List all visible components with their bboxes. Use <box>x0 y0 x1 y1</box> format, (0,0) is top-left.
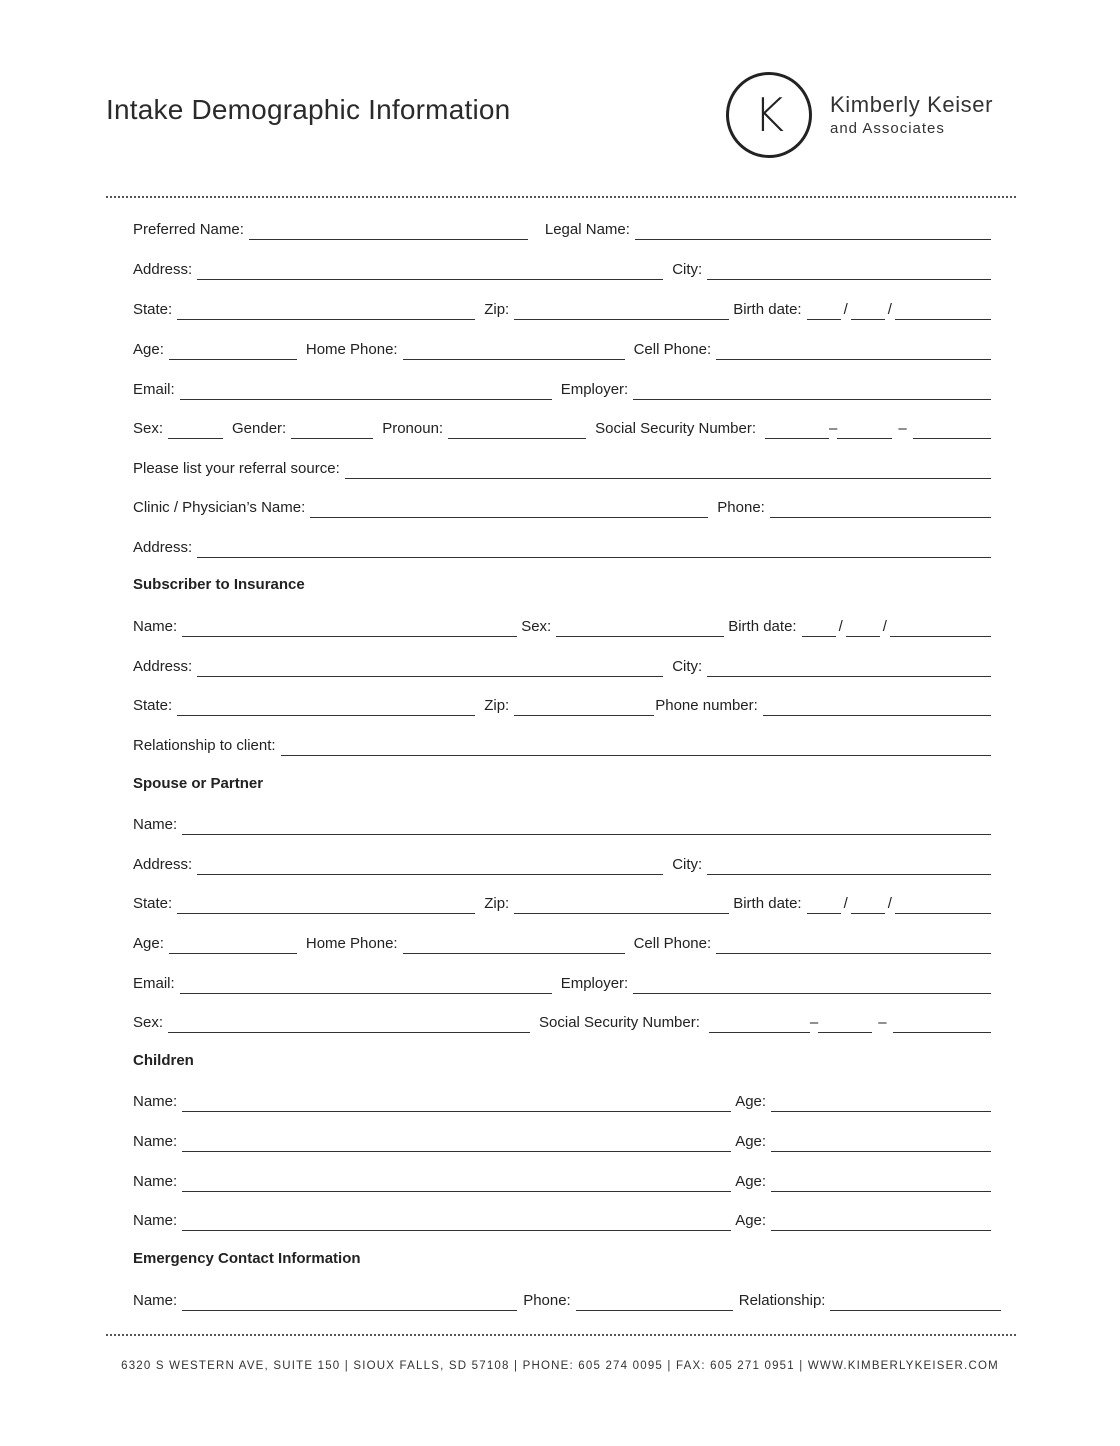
child-name-field[interactable] <box>182 1095 731 1112</box>
clinic-phone-field[interactable] <box>770 501 991 518</box>
ssn-part2-field[interactable] <box>837 422 892 439</box>
child-age-field[interactable] <box>771 1095 991 1112</box>
gender-label: Gender: <box>232 420 287 437</box>
logo-subtitle: and Associates <box>830 120 945 137</box>
legal-name-field[interactable] <box>635 223 991 240</box>
date-slash: / <box>882 618 887 635</box>
row-insurance-address <box>133 655 991 677</box>
section-spouse-heading: Spouse or Partner <box>133 775 264 792</box>
child-age-label: Age: <box>735 1133 767 1150</box>
spouse-name-label: Name: <box>133 816 178 833</box>
spouse-email-label: Email: <box>133 975 175 992</box>
spouse-zip-label: Zip: <box>484 895 510 912</box>
row-child <box>133 1090 991 1112</box>
child-name-label: Name: <box>133 1212 178 1229</box>
insurance-phone-field[interactable] <box>763 699 991 716</box>
birth-month-field[interactable] <box>807 303 841 320</box>
birth-day-field[interactable] <box>851 303 885 320</box>
emergency-relationship-field[interactable] <box>830 1294 1001 1311</box>
home-phone-label: Home Phone: <box>305 341 398 358</box>
insurance-birth-year-field[interactable] <box>890 620 991 637</box>
ssn-dash: – <box>878 1014 887 1031</box>
insurance-phone-label: Phone number: <box>655 697 758 714</box>
logo-letter: K <box>753 88 785 142</box>
age-field[interactable] <box>169 343 297 360</box>
spouse-ssn-part1-field[interactable] <box>709 1016 810 1033</box>
spouse-birth-label: Birth date: <box>733 895 802 912</box>
referral-field[interactable] <box>345 462 991 479</box>
email-label: Email: <box>133 381 175 398</box>
row-insurance-state <box>133 694 991 716</box>
email-field[interactable] <box>180 383 552 400</box>
child-age-label: Age: <box>735 1093 767 1110</box>
section-emergency-heading: Emergency Contact Information <box>133 1250 361 1267</box>
row-clinic-address <box>133 536 991 558</box>
child-name-field[interactable] <box>182 1214 731 1231</box>
spouse-age-field[interactable] <box>169 937 297 954</box>
row-insurance-name <box>133 615 991 637</box>
date-slash: / <box>838 618 843 635</box>
preferred-name-label: Preferred Name: <box>133 221 244 238</box>
insurance-zip-label: Zip: <box>484 697 510 714</box>
cell-phone-field[interactable] <box>716 343 991 360</box>
emergency-phone-label: Phone: <box>523 1292 571 1309</box>
insurance-address-label: Address: <box>133 658 193 675</box>
spouse-home-phone-label: Home Phone: <box>305 935 398 952</box>
date-slash: / <box>843 895 848 912</box>
birth-date-label: Birth date: <box>733 301 802 318</box>
spouse-state-label: State: <box>133 895 173 912</box>
spouse-name-field[interactable] <box>182 818 991 835</box>
child-name-label: Name: <box>133 1173 178 1190</box>
row-clinic <box>133 496 991 518</box>
spouse-age-label: Age: <box>133 935 164 952</box>
zip-field[interactable] <box>514 303 729 320</box>
spouse-sex-field[interactable] <box>168 1016 530 1033</box>
insurance-name-label: Name: <box>133 618 178 635</box>
row-spouse-name <box>133 813 991 835</box>
date-slash: / <box>843 301 848 318</box>
clinic-address-label: Address: <box>133 539 193 556</box>
child-age-field[interactable] <box>771 1135 991 1152</box>
top-divider <box>106 196 1016 198</box>
row-child <box>133 1130 991 1152</box>
spouse-home-phone-field[interactable] <box>403 937 625 954</box>
gender-field[interactable] <box>291 422 373 439</box>
employer-label: Employer: <box>560 381 629 398</box>
row-address <box>133 258 991 280</box>
insurance-zip-field[interactable] <box>514 699 654 716</box>
clinic-phone-label: Phone: <box>717 499 765 516</box>
footer-contact: 6320 S WESTERN AVE, SUITE 150 | SIOUX FALLS, SD 57108 | PHONE: 605 274 0095 | FAX: 605 271 0951 | WWW.KIMBERLYKEISER.COM <box>121 1360 999 1372</box>
spouse-employer-field[interactable] <box>633 977 991 994</box>
employer-field[interactable] <box>633 383 991 400</box>
spouse-city-field[interactable] <box>707 858 991 875</box>
insurance-name-field[interactable] <box>182 620 517 637</box>
row-relationship-client <box>133 734 991 756</box>
spouse-sex-label: Sex: <box>133 1014 164 1031</box>
insurance-sex-label: Sex: <box>521 618 552 635</box>
emergency-phone-field[interactable] <box>576 1294 733 1311</box>
cell-phone-label: Cell Phone: <box>633 341 712 358</box>
age-label: Age: <box>133 341 164 358</box>
emergency-name-field[interactable] <box>182 1294 517 1311</box>
row-spouse-sex-ssn <box>133 1011 991 1033</box>
spouse-cell-phone-label: Cell Phone: <box>633 935 712 952</box>
zip-label: Zip: <box>484 301 510 318</box>
relationship-client-label: Relationship to client: <box>133 737 276 754</box>
row-spouse-email <box>133 972 991 994</box>
referral-label: Please list your referral source: <box>133 460 340 477</box>
child-age-label: Age: <box>735 1212 767 1229</box>
child-age-field[interactable] <box>771 1214 991 1231</box>
ssn-dash: – <box>829 420 838 437</box>
ssn-label: Social Security Number: <box>595 420 757 437</box>
sex-label: Sex: <box>133 420 164 437</box>
state-label: State: <box>133 301 173 318</box>
insurance-city-label: City: <box>672 658 703 675</box>
insurance-birth-month-field[interactable] <box>802 620 836 637</box>
row-names <box>133 218 991 240</box>
row-emergency <box>133 1289 1001 1311</box>
city-label: City: <box>672 261 703 278</box>
logo-name: Kimberly Keiser <box>830 92 994 117</box>
spouse-email-field[interactable] <box>180 977 552 994</box>
insurance-sex-field[interactable] <box>556 620 724 637</box>
child-name-field[interactable] <box>182 1135 731 1152</box>
row-spouse-age-phones <box>133 932 991 954</box>
row-spouse-state <box>133 892 991 914</box>
row-sex-gender-ssn <box>133 417 991 439</box>
row-age-phones <box>133 338 991 360</box>
address-label: Address: <box>133 261 193 278</box>
spouse-employer-label: Employer: <box>560 975 629 992</box>
row-email-employer <box>133 378 991 400</box>
spouse-ssn-label: Social Security Number: <box>539 1014 700 1031</box>
section-children-heading: Children <box>133 1052 194 1069</box>
city-field[interactable] <box>707 263 991 280</box>
spouse-zip-field[interactable] <box>514 897 729 914</box>
spouse-address-label: Address: <box>133 856 193 873</box>
address-field[interactable] <box>197 263 663 280</box>
date-slash: / <box>887 895 892 912</box>
child-name-field[interactable] <box>182 1175 731 1192</box>
child-name-label: Name: <box>133 1133 178 1150</box>
spouse-cell-phone-field[interactable] <box>716 937 991 954</box>
spouse-address-field[interactable] <box>197 858 663 875</box>
section-insurance-heading: Subscriber to Insurance <box>133 576 305 593</box>
preferred-name-field[interactable] <box>249 223 528 240</box>
home-phone-field[interactable] <box>403 343 625 360</box>
page-title: Intake Demographic Information <box>106 94 511 125</box>
row-state-zip-birth <box>133 298 991 320</box>
birth-year-field[interactable] <box>895 303 991 320</box>
child-age-field[interactable] <box>771 1175 991 1192</box>
spouse-ssn-part2-field[interactable] <box>818 1016 872 1033</box>
spouse-state-field[interactable] <box>177 897 475 914</box>
row-referral <box>133 457 991 479</box>
bottom-divider <box>106 1334 1016 1336</box>
row-spouse-address <box>133 853 991 875</box>
emergency-name-label: Name: <box>133 1292 178 1309</box>
spouse-city-label: City: <box>672 856 703 873</box>
row-child <box>133 1170 991 1192</box>
legal-name-label: Legal Name: <box>544 221 630 238</box>
insurance-state-field[interactable] <box>177 699 475 716</box>
relationship-client-field[interactable] <box>281 739 991 756</box>
state-field[interactable] <box>177 303 475 320</box>
spouse-birth-day-field[interactable] <box>851 897 885 914</box>
ssn-part3-field[interactable] <box>913 422 991 439</box>
insurance-city-field[interactable] <box>707 660 991 677</box>
sex-field[interactable] <box>168 422 223 439</box>
pronoun-label: Pronoun: <box>382 420 444 437</box>
ssn-dash: – <box>898 420 907 437</box>
row-child <box>133 1209 991 1231</box>
pronoun-field[interactable] <box>448 422 586 439</box>
clinic-address-field[interactable] <box>197 541 991 558</box>
clinic-field[interactable] <box>310 501 708 518</box>
date-slash: / <box>887 301 892 318</box>
spouse-birth-month-field[interactable] <box>807 897 841 914</box>
spouse-birth-year-field[interactable] <box>895 897 991 914</box>
insurance-address-field[interactable] <box>197 660 663 677</box>
clinic-label: Clinic / Physician’s Name: <box>133 499 306 516</box>
insurance-birth-label: Birth date: <box>728 618 797 635</box>
ssn-part1-field[interactable] <box>765 422 829 439</box>
ssn-dash: – <box>809 1014 819 1031</box>
child-name-label: Name: <box>133 1093 178 1110</box>
insurance-state-label: State: <box>133 697 173 714</box>
child-age-label: Age: <box>735 1173 767 1190</box>
emergency-relationship-label: Relationship: <box>738 1292 826 1309</box>
insurance-birth-day-field[interactable] <box>846 620 880 637</box>
spouse-ssn-part3-field[interactable] <box>893 1016 991 1033</box>
